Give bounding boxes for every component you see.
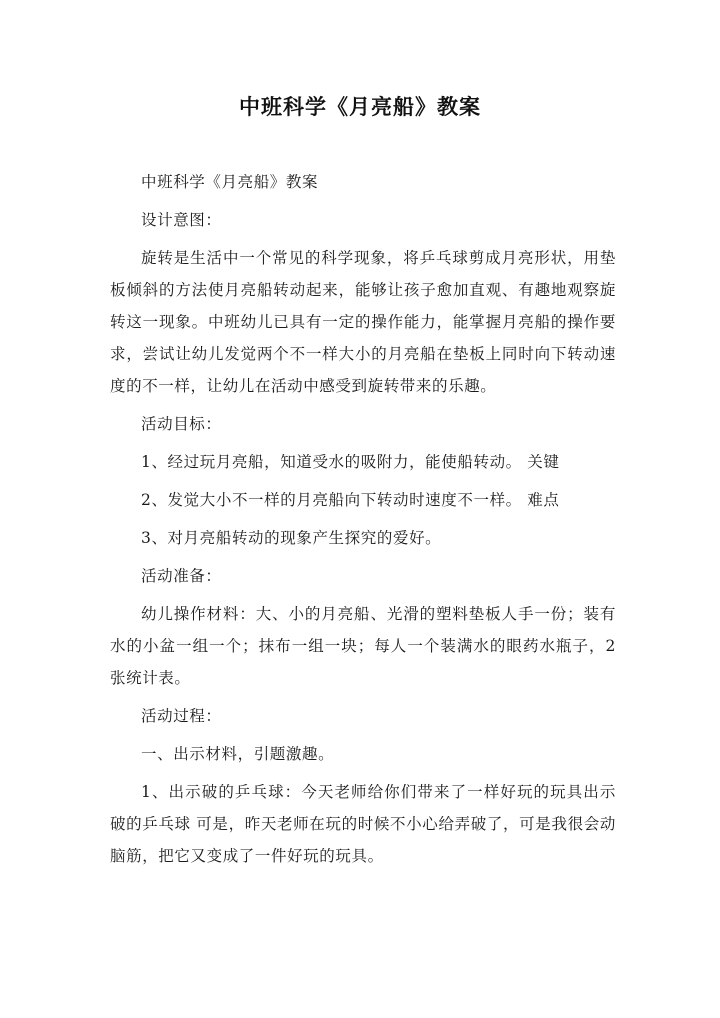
paragraph-preparation-heading: 活动准备： (141, 567, 222, 585)
paragraph-step-1-detail: 1、出示破的乒乓球：今天老师给你们带来了一样好玩的玩具出示破的乒乓球 可是，昨天老师在玩的时候不小心给弄破了，可是我很会动脑筋，把它又变成了一件好玩的玩具。 (110, 783, 616, 865)
document-body (110, 166, 616, 878)
paragraph-design-intent-heading: 设计意图： (141, 211, 222, 229)
paragraph-materials: 幼儿操作材料：大、小的月亮船、光滑的塑料垫板人手一份；装有水的小盆一组一个；抹布一组一块；每人一个装满水的眼药水瓶子，2张统计表。 (110, 605, 616, 687)
paragraph-subtitle: 中班科学《月亮船》教案 (141, 173, 319, 191)
paragraph-goal-1: 1、经过玩月亮船，知道受水的吸附力，能使船转动。 关键 (141, 453, 560, 471)
paragraph-goals-heading: 活动目标： (141, 415, 222, 433)
paragraph-process-heading: 活动过程： (141, 707, 222, 725)
paragraph-design-intent: 旋转是生活中一个常见的科学现象，将乒乓球剪成月亮形状，用垫板倾斜的方法使月亮船转动起来，能够让孩子愈加直观、有趣地观察旋转这一现象。中班幼儿已具有一定的操作能力，能掌握月亮船的操作要求，尝试让幼儿发觉两个不一样大小的月亮船在垫板上同时向下转动速度的不一样，让幼儿在活动中感受到旋转带来的乐趣。 (110, 249, 616, 395)
paragraph-step-1-heading: 一、出示材料，引题激趣。 (141, 745, 335, 763)
paragraph-goal-2: 2、发觉大小不一样的月亮船向下转动时速度不一样。 难点 (141, 491, 560, 509)
paragraph-goal-3: 3、对月亮船转动的现象产生探究的爱好。 (141, 529, 442, 547)
document-title: 中班科学《月亮船》教案 (239, 94, 481, 119)
